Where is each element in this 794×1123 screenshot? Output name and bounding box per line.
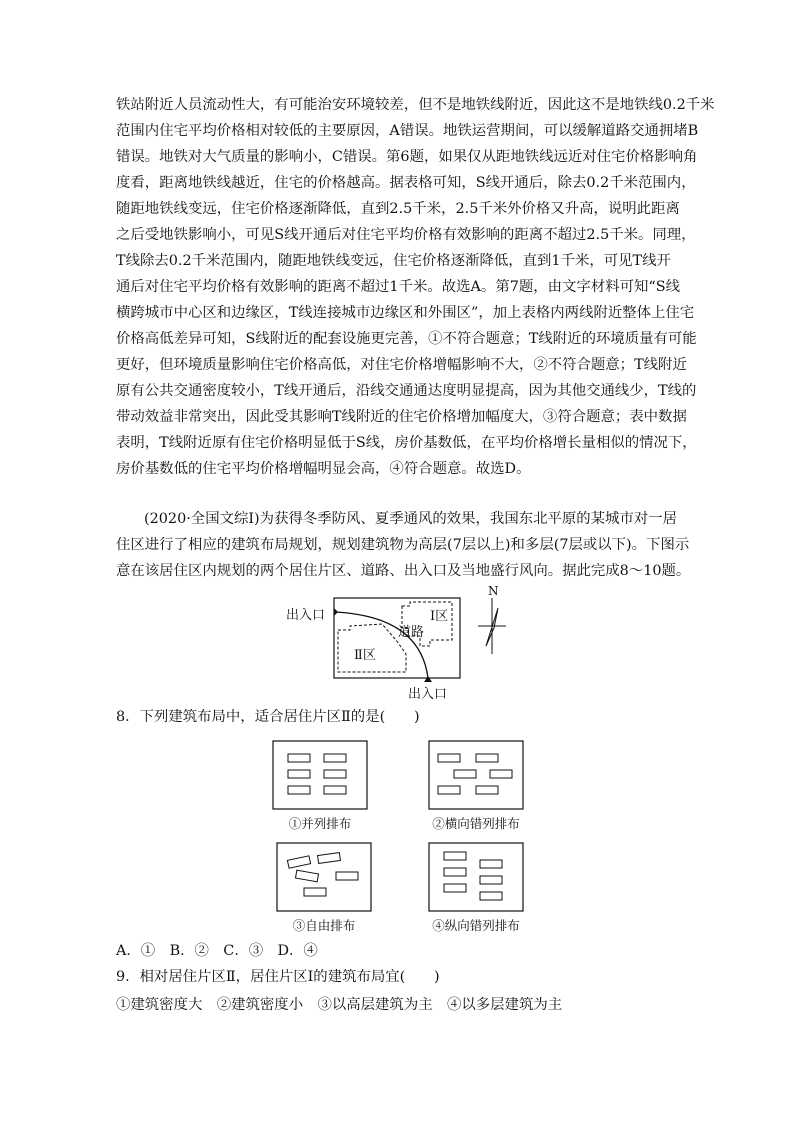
explanation-line: 更好，但环境质量影响住宅价格高低，对住宅价格增幅影响不大，②不符合题意；T线附近 bbox=[116, 357, 687, 373]
horizontal-staggered-layout-drawing bbox=[428, 740, 524, 812]
intro-line: 住区进行了相应的建筑布局规划，规划建筑物为高层(7层以上)和多层(7层或以下)。下图示 bbox=[116, 537, 690, 553]
vertical-staggered-layout-drawing bbox=[428, 842, 524, 914]
explanation-line: 原有公共交通密度较小，T线开通后，沿线交通通达度明显提高，因为其他交通线少，T线的 bbox=[116, 383, 697, 399]
question-9-options: ①建筑密度大 ②建筑密度小 ③以高层建筑为主 ④以多层建筑为主 bbox=[116, 997, 563, 1013]
explanation-line: 度看，距离地铁线越近，住宅的价格越高。据表格可知，S线开通后，除去0.2千米范围内， bbox=[116, 175, 696, 191]
entrance-label: 出入口 bbox=[408, 687, 448, 702]
parallel-layout-drawing bbox=[272, 740, 368, 812]
question-8-stem: 8．下列建筑布局中，适合居住片区Ⅱ的是( ) bbox=[116, 709, 420, 725]
north-label: N bbox=[488, 584, 499, 598]
layout-option-2 bbox=[428, 740, 524, 832]
layout-option-1 bbox=[272, 740, 368, 832]
explanation-line: 带动效益非常突出，因此受其影响T线附近的住宅价格增加幅度大，③符合题意；表中数据 bbox=[116, 409, 687, 425]
explanation-line: 房价基数低的住宅平均价格增幅明显会高，④符合题意。故选D。 bbox=[116, 461, 531, 477]
intro-line: 意在该居住区内规划的两个居住片区、道路、出入口及当地盛行风向。据此完成8～10题。 bbox=[116, 563, 691, 579]
option-caption: ③自由排布 bbox=[292, 918, 356, 933]
layout-option-4 bbox=[428, 842, 524, 934]
explanation-line: 横跨城市中心区和边缘区，T线连接城市边缘区和外围区”，加上表格内两线附近整体上住宅 bbox=[116, 305, 695, 321]
question-9-stem: 9．相对居住片区Ⅱ，居住片区Ⅰ的建筑布局宜( ) bbox=[116, 969, 440, 985]
layout-option-3 bbox=[276, 842, 372, 934]
free-layout-drawing bbox=[276, 842, 372, 914]
zone-2-label: Ⅱ区 bbox=[354, 648, 376, 663]
option-caption: ②横向错列排布 bbox=[432, 816, 520, 831]
residential-area-map bbox=[280, 584, 520, 702]
road-label: 道路 bbox=[398, 625, 425, 640]
explanation-line: 铁站附近人员流动性大，有可能治安环境较差，但不是地铁线附近，因此这不是地铁线0.2千米 bbox=[116, 97, 715, 113]
explanation-line: 之后受地铁影响小，可见S线开通后对住宅平均价格有效影响的距离不超过2.5千米。同理， bbox=[116, 227, 696, 243]
explanation-line: 表明，T线附近原有住宅价格明显低于S线，房价基数低，在平均价格增长量相似的情况下， bbox=[116, 435, 697, 451]
entrance-label: 出入口 bbox=[286, 608, 326, 623]
explanation-line: T线除去0.2千米范围内，随距地铁线变远，住宅价格逐渐降低，直到1千米，可见T线开 bbox=[116, 253, 671, 269]
option-caption: ④纵向错列排布 bbox=[432, 918, 520, 933]
question-8-options: A．① B．② C．③ D．④ bbox=[116, 943, 318, 959]
intro-line: (2020·全国文综Ⅰ)为获得冬季防风、夏季通风的效果，我国东北平原的某城市对一居 bbox=[144, 511, 678, 527]
north-arrow-icon bbox=[478, 598, 506, 654]
explanation-line: 范围内住宅平均价格相对较低的主要原因，A错误。地铁运营期间，可以缓解道路交通拥堵B bbox=[116, 123, 699, 139]
explanation-line: 通后对住宅平均价格有效影响的距离不超过1千米。故选A。第7题，由文字材料可知“S线 bbox=[116, 279, 680, 295]
entrance-marker bbox=[424, 676, 432, 682]
explanation-line: 价格高低差异可知，S线附近的配套设施更完善，①不符合题意；T线附近的环境质量有可能 bbox=[116, 331, 697, 347]
entrance-marker bbox=[334, 608, 338, 616]
option-caption: ①并列排布 bbox=[288, 816, 352, 831]
zone-1-label: Ⅰ区 bbox=[430, 609, 449, 624]
explanation-line: 随距地铁线变远，住宅价格逐渐降低，直到2.5千米，2.5千米外价格又升高，说明此距离 bbox=[116, 201, 680, 217]
explanation-line: 错误。地铁对大气质量的影响小，C错误。第6题，如果仅从距地铁线远近对住宅价格影响角 bbox=[116, 149, 698, 165]
